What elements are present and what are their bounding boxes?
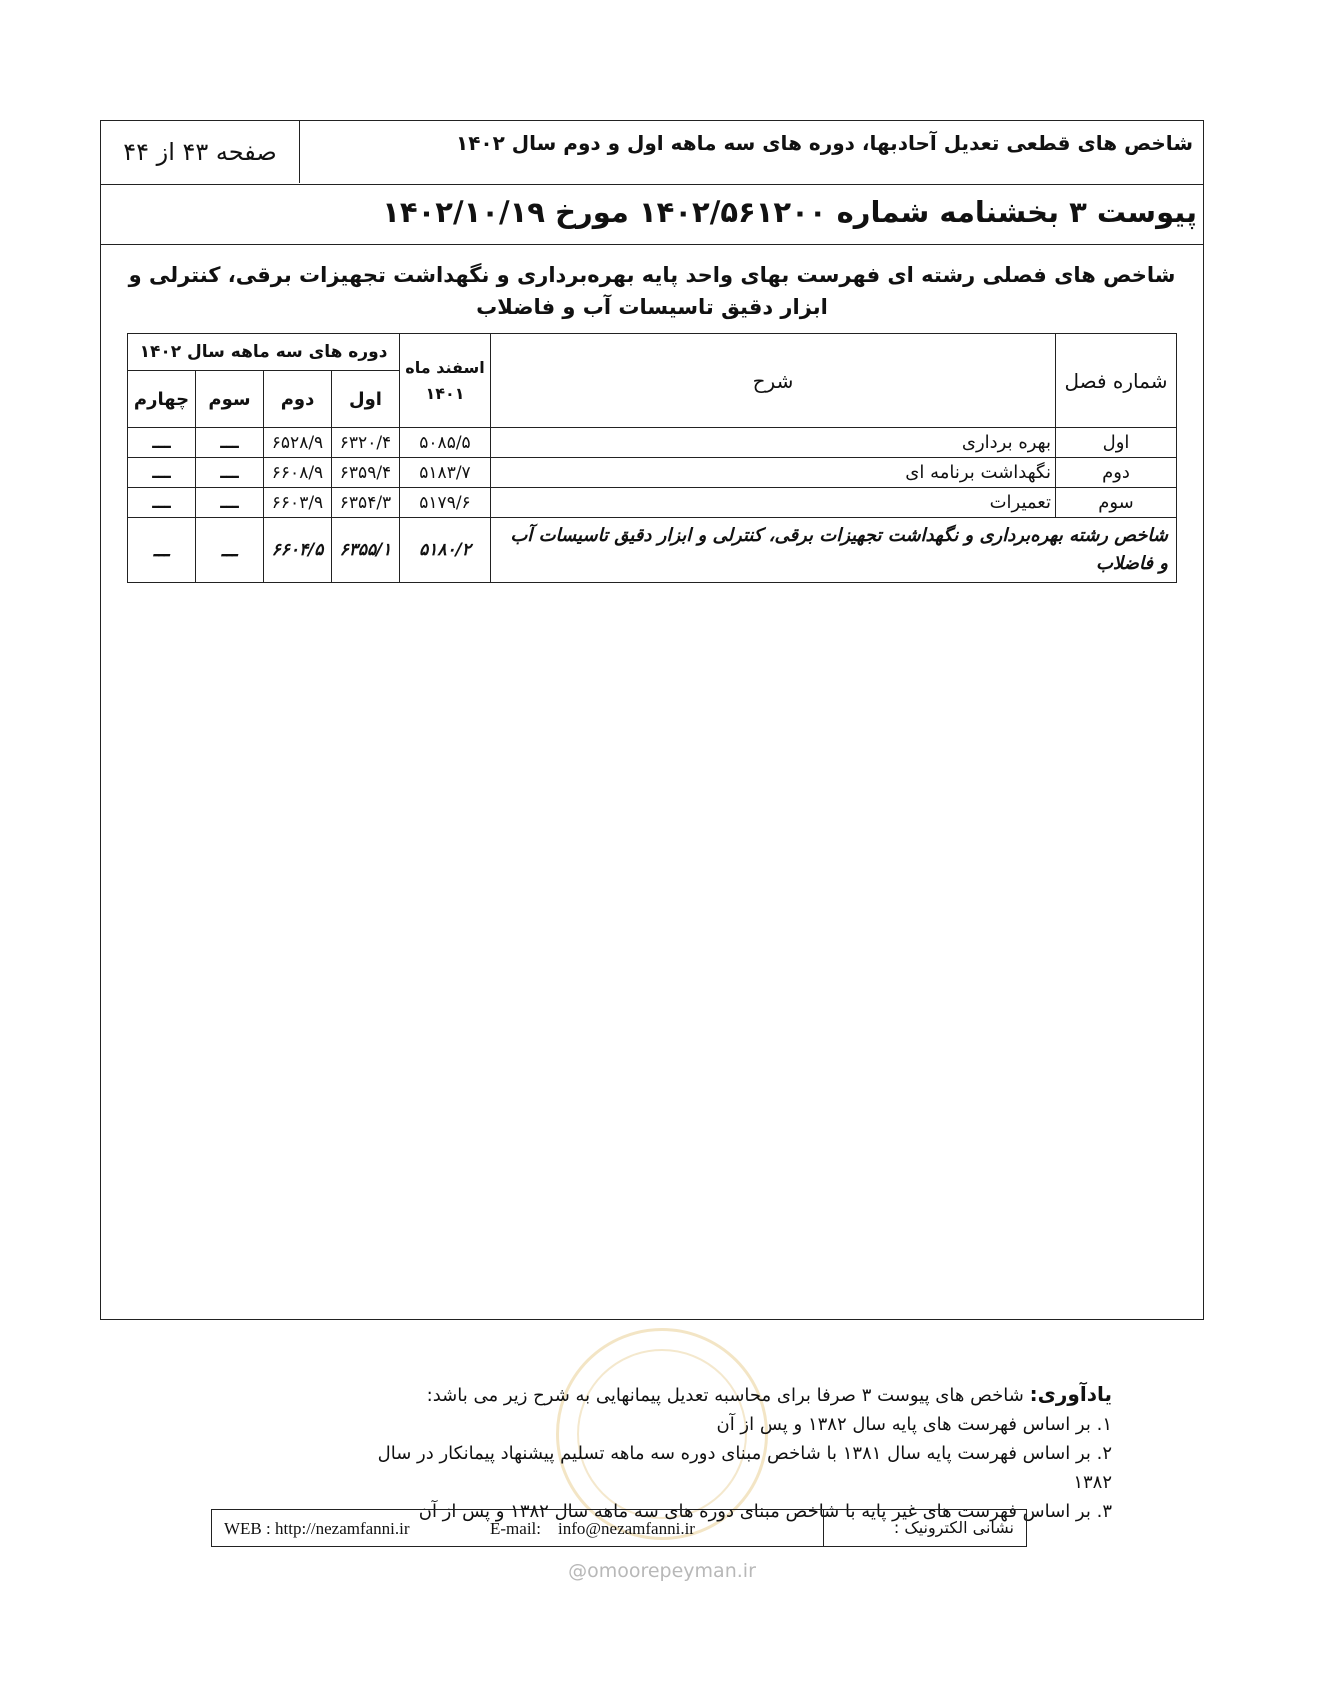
row-q2: ۶۵۲۸/۹ — [264, 428, 332, 458]
total-q3: ـــ — [196, 518, 264, 583]
email-address: info@nezamfanni.ir — [557, 1519, 695, 1538]
footer-contact-box — [211, 1509, 1027, 1547]
total-esfand: ۵۱۸۰/۲ — [400, 518, 491, 583]
table-total-row — [128, 518, 1177, 583]
row-desc: تعمیرات — [491, 488, 1056, 518]
row-desc: نگهداشت برنامه ای — [491, 458, 1056, 488]
row-q2: ۶۶۰۳/۹ — [264, 488, 332, 518]
col-q2-header: دوم — [264, 371, 332, 428]
row-desc: بهره برداری — [491, 428, 1056, 458]
row-chapter: اول — [1056, 428, 1177, 458]
total-q4: ـــ — [128, 518, 196, 583]
notes-item: ۲. بر اساس فهرست پایه سال ۱۳۸۱ با شاخص مبنای دوره سه ماهه تسلیم پیشنهاد پیمانکار در سال ۱۳۸۲ — [377, 1443, 1112, 1493]
col-q1-header: اول — [332, 371, 400, 428]
email-label: E-mail: — [490, 1519, 541, 1538]
row-esfand: ۵۱۸۳/۷ — [400, 458, 491, 488]
row-q2: ۶۶۰۸/۹ — [264, 458, 332, 488]
notes-title: یادآوری: — [1029, 1382, 1112, 1406]
page-number: صفحه ۴۳ از ۴۴ — [101, 121, 300, 183]
footer-links — [212, 1510, 824, 1546]
total-q2: ۶۶۰۴/۵ — [264, 518, 332, 583]
row-q3: ـــ — [196, 458, 264, 488]
row-chapter: سوم — [1056, 488, 1177, 518]
row-q1: ۶۳۲۰/۴ — [332, 428, 400, 458]
table-row — [128, 488, 1177, 518]
row-q4: ـــ — [128, 428, 196, 458]
row-chapter: دوم — [1056, 458, 1177, 488]
header-row — [101, 121, 1203, 185]
notes-intro: شاخص های پیوست ۳ صرفا برای محاسبه تعدیل پیمانهایی به شرح زیر می باشد: — [426, 1385, 1024, 1406]
col-desc-header: شرح — [491, 334, 1056, 428]
col-q3-header: سوم — [196, 371, 264, 428]
watermark-site: @omoorepeyman.ir — [568, 1560, 756, 1582]
col-chapter-header: شماره فصل — [1056, 334, 1177, 428]
total-desc: شاخص رشته بهره‌برداری و نگهداشت تجهیزات برقی، کنترلی و ابزار دقیق تاسیسات آب و فاضلاب — [491, 518, 1177, 583]
index-table — [127, 333, 1177, 583]
row-q4: ـــ — [128, 458, 196, 488]
row-esfand: ۵۱۷۹/۶ — [400, 488, 491, 518]
notes-item: ۳. بر اساس فهرست های غیر پایه با شاخص مبنای دوره های سه ماهه سال ۱۳۸۲ و پس از آن — [418, 1501, 1112, 1522]
row-q4: ـــ — [128, 488, 196, 518]
footer-label: نشانی الکترونیک : — [893, 1518, 1014, 1537]
annex-title: پیوست ۳ بخشنامه شماره ۱۴۰۲/۵۶۱۲۰۰ مورخ ۱۴۰۲/۱۰/۱۹ — [382, 195, 1197, 229]
row-esfand: ۵۰۸۵/۵ — [400, 428, 491, 458]
col-esfand-header: اسفند ماه ۱۴۰۱ — [400, 334, 491, 428]
row-q1: ۶۳۵۹/۴ — [332, 458, 400, 488]
row-q3: ـــ — [196, 488, 264, 518]
col-quarters-header: دوره های سه ماهه سال ۱۴۰۲ — [128, 334, 400, 371]
row-q3: ـــ — [196, 428, 264, 458]
notes-item: ۱. بر اساس فهرست های پایه سال ۱۳۸۲ و پس از آن — [716, 1414, 1112, 1435]
main-title: شاخص های فصلی رشته ای فهرست بهای واحد پایه بهره‌برداری و نگهداشت تجهیزات برقی، کنترلی و ابزار دقیق تاسیسات آب و فاضلاب — [128, 263, 1176, 319]
notes-section — [352, 1380, 1112, 1526]
notes-intro-line — [352, 1380, 1112, 1410]
table-row — [128, 428, 1177, 458]
col-q4-header: چهارم — [128, 371, 196, 428]
annex-row — [101, 185, 1203, 245]
row-q1: ۶۳۵۴/۳ — [332, 488, 400, 518]
web-link[interactable]: WEB : http://nezamfanni.ir — [224, 1519, 410, 1538]
page-frame — [100, 120, 1204, 1320]
table-row — [128, 458, 1177, 488]
email-link[interactable] — [490, 1519, 695, 1539]
header-title: شاخص های قطعی تعدیل آحادبها، دوره های سه ماهه اول و دوم سال ۱۴۰۲ — [456, 131, 1193, 155]
total-q1: ۶۳۵۵/۱ — [332, 518, 400, 583]
